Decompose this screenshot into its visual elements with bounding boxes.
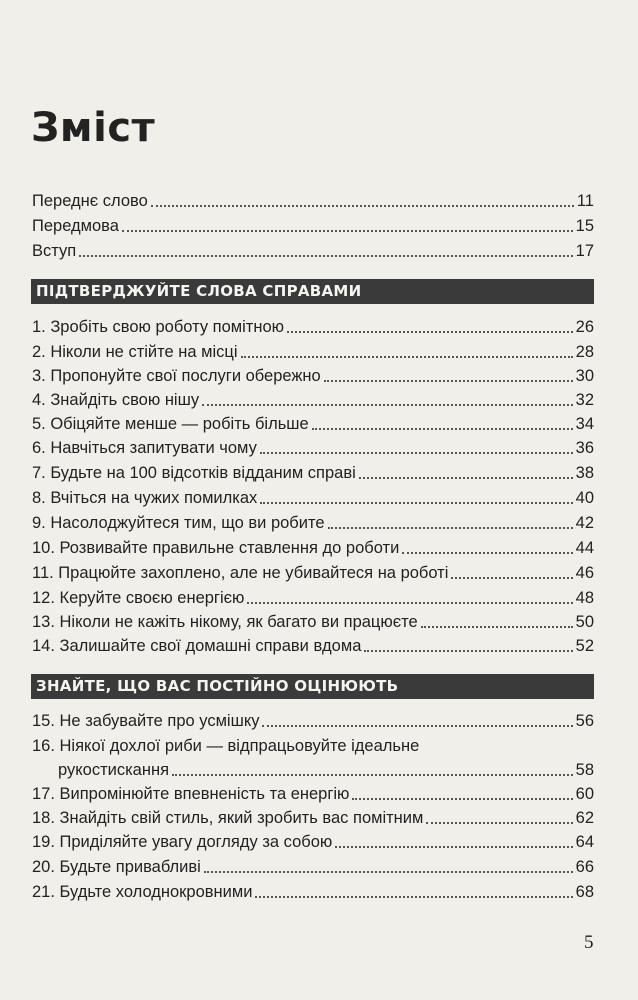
toc-entry-label: 5. Обіцяйте менше — робіть більше xyxy=(32,415,309,433)
toc-entry-page: 38 xyxy=(575,464,594,482)
toc-entry[interactable] xyxy=(32,436,594,460)
toc-entry-label-line2: рукостискання xyxy=(58,761,170,779)
dot-leader xyxy=(328,527,573,529)
toc-entry[interactable] xyxy=(32,830,594,854)
toc-entry-label: 8. Вчіться на чужих помилках xyxy=(32,489,258,507)
toc-entry[interactable] xyxy=(32,461,594,485)
page-number: 5 xyxy=(584,932,594,953)
toc-entry-page: 42 xyxy=(575,514,594,532)
toc-entry-label-line1[interactable]: 16. Ніякої дохлої риби — відпрацьовуйте ідеальне xyxy=(32,737,420,755)
toc-entry[interactable] xyxy=(32,806,594,830)
toc-entry-page: 52 xyxy=(575,637,594,655)
toc-entry-label: Передмова xyxy=(32,217,119,235)
dot-leader xyxy=(122,230,573,232)
dot-leader xyxy=(262,725,572,727)
toc-entry-page: 26 xyxy=(575,318,594,336)
toc-entry[interactable] xyxy=(32,315,594,339)
toc-entry-label: 18. Знайдіть свій стиль, який зробить вас помітним xyxy=(32,809,424,827)
dot-leader xyxy=(364,650,572,652)
dot-leader xyxy=(335,846,572,848)
dot-leader xyxy=(241,356,573,358)
toc-entry-page: 66 xyxy=(575,858,594,876)
toc-entry[interactable] xyxy=(32,239,594,263)
toc-entry-page: 58 xyxy=(575,761,594,779)
toc-entry-label: 10. Розвивайте правильне ставлення до роботи xyxy=(32,539,400,557)
toc-entry-page: 62 xyxy=(575,809,594,827)
dot-leader xyxy=(172,774,573,776)
dot-leader xyxy=(204,871,573,873)
toc-entry[interactable] xyxy=(32,586,594,610)
dot-leader xyxy=(151,205,574,207)
dot-leader xyxy=(202,404,573,406)
toc-entry-label: 21. Будьте холоднокровними xyxy=(32,883,253,901)
toc-entry[interactable] xyxy=(32,536,594,560)
toc-entry[interactable] xyxy=(32,388,594,412)
toc-entry-page: 30 xyxy=(575,367,594,385)
dot-leader xyxy=(426,822,572,824)
dot-leader xyxy=(359,477,573,479)
toc-entry-page: 64 xyxy=(575,833,594,851)
toc-entry-page: 17 xyxy=(575,242,594,260)
toc-entry[interactable] xyxy=(32,634,594,658)
toc-entry-label: 3. Пропонуйте свої послуги обережно xyxy=(32,367,321,385)
dot-leader xyxy=(287,331,573,333)
dot-leader xyxy=(324,380,573,382)
toc-entry-page: 68 xyxy=(575,883,594,901)
toc-entry[interactable] xyxy=(32,758,594,782)
section-heading: ЗНАЙТЕ, ЩО ВАС ПОСТІЙНО ОЦІНЮЮТЬ xyxy=(31,674,594,699)
toc-entry[interactable] xyxy=(32,610,594,634)
toc-entry-label: 2. Ніколи не стійте на місці xyxy=(32,343,238,361)
toc-entry-label: 15. Не забувайте про усмішку xyxy=(32,712,260,730)
dot-leader xyxy=(260,452,573,454)
toc-entry-label: 17. Випромінюйте впевненість та енергію xyxy=(32,785,350,803)
toc-entry-page: 46 xyxy=(575,564,594,582)
toc-entry-label: 9. Насолоджуйтеся тим, що ви робите xyxy=(32,514,325,532)
toc-entry[interactable] xyxy=(32,709,594,733)
toc-entry-label: Переднє слово xyxy=(32,192,148,210)
toc-entry[interactable] xyxy=(32,561,594,585)
toc-entry-page: 28 xyxy=(575,343,594,361)
toc-entry-page: 15 xyxy=(575,217,594,235)
dot-leader xyxy=(352,798,572,800)
toc-entry-page: 48 xyxy=(575,589,594,607)
dot-leader xyxy=(247,602,572,604)
toc-entry[interactable] xyxy=(32,340,594,364)
toc-entry[interactable] xyxy=(32,486,594,510)
toc-entry-page: 56 xyxy=(575,712,594,730)
toc-entry-page: 44 xyxy=(575,539,594,557)
dot-leader xyxy=(402,552,572,554)
toc-entry-label: 11. Працюйте захоплено, але не убивайтеся на роботі xyxy=(32,564,449,582)
toc-entry[interactable] xyxy=(32,855,594,879)
toc-entry-page: 32 xyxy=(575,391,594,409)
toc-entry[interactable] xyxy=(32,880,594,904)
toc-entry[interactable] xyxy=(32,782,594,806)
toc-entry[interactable] xyxy=(32,511,594,535)
dot-leader xyxy=(260,502,572,504)
toc-entry-page: 34 xyxy=(575,415,594,433)
toc-entry-label: 20. Будьте привабливі xyxy=(32,858,201,876)
toc-entry[interactable] xyxy=(32,214,594,238)
toc-entry-page: 60 xyxy=(575,785,594,803)
dot-leader xyxy=(421,626,573,628)
toc-entry-label: Вступ xyxy=(32,242,77,260)
toc-entry-page: 11 xyxy=(576,192,594,210)
dot-leader xyxy=(79,255,572,257)
toc-entry-label: 14. Залишайте свої домашні справи вдома xyxy=(32,637,362,655)
dot-leader xyxy=(312,428,573,430)
toc-entry-label: 6. Навчіться запитувати чому xyxy=(32,439,257,457)
section-heading: ПІДТВЕРДЖУЙТЕ СЛОВА СПРАВАМИ xyxy=(31,279,594,304)
toc-entry-page: 40 xyxy=(575,489,594,507)
toc-entry-page: 50 xyxy=(575,613,594,631)
dot-leader xyxy=(451,577,572,579)
toc-entry[interactable] xyxy=(32,364,594,388)
toc-entry-label: 19. Приділяйте увагу догляду за собою xyxy=(32,833,333,851)
toc-entry-label: 12. Керуйте своєю енергією xyxy=(32,589,245,607)
toc-entry-label: 1. Зробіть свою роботу помітною xyxy=(32,318,285,336)
toc-entry-label: 13. Ніколи не кажіть нікому, як багато ви працюєте xyxy=(32,613,418,631)
toc-entry-page: 36 xyxy=(575,439,594,457)
toc-entry[interactable] xyxy=(32,189,594,213)
toc-entry[interactable] xyxy=(32,412,594,436)
page-title: Зміст xyxy=(31,105,156,151)
dot-leader xyxy=(255,896,572,898)
toc-entry-label: 7. Будьте на 100 відсотків відданим справі xyxy=(32,464,356,482)
toc-entry-label: 4. Знайдіть свою нішу xyxy=(32,391,200,409)
